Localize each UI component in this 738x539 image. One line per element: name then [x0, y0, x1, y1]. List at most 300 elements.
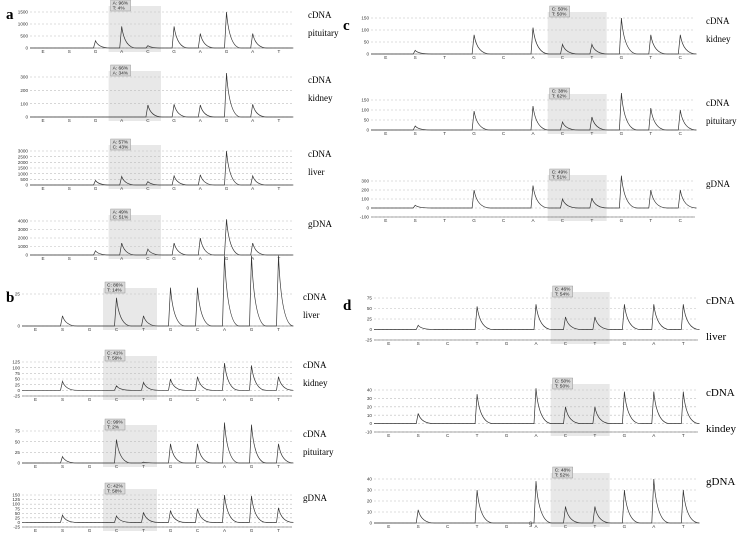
pyrogram-c2: [361, 88, 737, 136]
base-label: E: [41, 118, 45, 123]
y-tick-label: 20: [366, 404, 372, 410]
y-tick-label: 0: [369, 327, 372, 333]
base-label: G: [224, 49, 229, 54]
allele-percentage: T: 2%: [107, 425, 119, 431]
base-label: E: [387, 341, 391, 346]
base-label: C: [195, 327, 200, 332]
chart-rows: [12, 0, 737, 533]
base-label: C: [114, 464, 119, 469]
y-tick-label: 100: [361, 27, 369, 33]
base-label: A: [531, 55, 535, 60]
base-label: G: [619, 55, 624, 60]
base-label: A: [198, 49, 202, 54]
sample-label: gDNA: [308, 219, 332, 229]
base-label: E: [387, 433, 391, 438]
y-tick-label: 1000: [17, 21, 28, 27]
allele-percentage: A: 57%: [112, 140, 129, 146]
base-label: G: [619, 131, 624, 136]
y-tick-label: 4000: [17, 218, 28, 224]
tissue-label: kindey: [706, 423, 736, 435]
y-tick-label: 25: [14, 449, 20, 455]
base-label: E: [33, 327, 38, 332]
allele-percentage: T: 52%: [554, 473, 570, 479]
base-label: G: [622, 524, 627, 529]
trace-line: [22, 423, 293, 464]
base-label: S: [67, 118, 71, 123]
base-label: S: [67, 49, 71, 54]
y-tick-label: 0: [369, 421, 372, 427]
y-tick-label: 0: [366, 205, 369, 211]
y-tick-label: -10: [365, 429, 372, 435]
base-label: E: [33, 528, 38, 533]
pyrogram-d2: [365, 378, 736, 438]
base-label: G: [622, 341, 627, 346]
allele-percentage: A: 34%: [112, 71, 129, 77]
base-label: T: [277, 397, 280, 402]
allele-percentage: T: 59%: [107, 356, 122, 362]
y-tick-label: 50: [366, 306, 372, 312]
base-label: T: [475, 341, 479, 346]
base-label: G: [172, 186, 176, 191]
variant-region: [551, 292, 610, 344]
y-tick-label: 10: [366, 412, 372, 418]
y-tick-label: 500: [20, 33, 28, 39]
base-label: G: [87, 397, 92, 402]
variant-region: [109, 145, 161, 189]
base-label: S: [416, 524, 420, 529]
y-tick-label: 50: [14, 376, 20, 382]
sample-label: gDNA: [706, 179, 730, 189]
base-label: S: [413, 55, 417, 60]
panel-label-a: a: [6, 7, 14, 23]
sample-label: cDNA: [706, 387, 735, 399]
pyrogram-b1: [15, 256, 327, 332]
pyrogram-a3: [18, 139, 332, 191]
base-label: C: [146, 118, 150, 123]
allele-percentage: T: 58%: [107, 489, 122, 495]
base-label: A: [198, 256, 202, 261]
base-label: E: [41, 186, 45, 191]
allele-percentage: A: 96%: [112, 1, 129, 7]
base-label: G: [472, 55, 476, 60]
y-tick-label: 100: [361, 196, 369, 202]
base-label: A: [251, 256, 255, 261]
y-tick-label: 1500: [17, 9, 28, 15]
y-tick-label: 0: [17, 323, 20, 329]
base-label: T: [277, 186, 281, 191]
base-label: G: [249, 397, 254, 402]
sample-label: cDNA: [706, 98, 730, 108]
base-label: C: [445, 341, 450, 346]
y-tick-label: 40: [366, 476, 372, 482]
base-label: C: [563, 341, 568, 346]
base-label: C: [195, 397, 200, 402]
y-tick-label: 2000: [17, 235, 28, 241]
footnote-mark: §: [529, 522, 533, 528]
base-label: C: [445, 524, 450, 529]
y-tick-label: 2500: [17, 154, 28, 160]
trace-line: [374, 304, 700, 329]
base-label: G: [168, 397, 173, 402]
pyrogram-d1: [365, 286, 734, 346]
base-label: S: [67, 186, 71, 191]
base-label: E: [384, 131, 388, 136]
base-label: G: [472, 131, 476, 136]
sample-label: gDNA: [303, 493, 327, 503]
base-label: T: [593, 341, 597, 346]
base-label: G: [249, 327, 254, 332]
trace-line: [374, 388, 700, 423]
sample-label: cDNA: [303, 360, 327, 370]
allele-percentage: T: 51%: [551, 175, 567, 181]
base-label: A: [652, 433, 656, 438]
y-tick-label: 200: [20, 87, 28, 93]
base-label: A: [120, 256, 124, 261]
base-label: S: [413, 131, 417, 136]
sample-label: cDNA: [308, 10, 332, 20]
base-label: T: [277, 256, 281, 261]
y-tick-label: 0: [369, 520, 372, 526]
tissue-label: pituitary: [308, 28, 339, 38]
base-label: T: [443, 218, 447, 223]
base-label: A: [222, 528, 227, 533]
base-label: S: [413, 218, 417, 223]
y-tick-label: -25: [13, 393, 20, 399]
base-label: T: [681, 524, 685, 529]
base-label: A: [222, 327, 227, 332]
y-tick-label: 0: [25, 114, 28, 120]
allele-percentage: C: 86%: [107, 283, 123, 289]
trace-line: [22, 363, 293, 390]
base-label: T: [649, 55, 653, 60]
trace-line: [30, 151, 293, 185]
tissue-label: pituitary: [706, 116, 737, 126]
y-tick-label: 75: [14, 506, 20, 512]
y-tick-label: 1000: [17, 244, 28, 250]
variant-region: [548, 12, 607, 58]
y-tick-label: 300: [361, 178, 369, 184]
base-label: T: [443, 131, 447, 136]
y-tick-label: 200: [361, 187, 369, 193]
sample-label: cDNA: [303, 292, 327, 302]
base-label: E: [41, 49, 45, 54]
y-tick-label: 300: [20, 74, 28, 80]
base-label: G: [87, 327, 92, 332]
y-tick-label: 125: [12, 497, 20, 503]
trace-line: [22, 256, 293, 326]
base-label: T: [142, 327, 145, 332]
y-tick-label: 10: [366, 509, 372, 515]
base-label: T: [142, 528, 145, 533]
panel-label-b: b: [6, 290, 15, 306]
y-tick-label: 100: [361, 107, 369, 113]
y-tick-label: 500: [20, 176, 28, 182]
base-label: T: [443, 55, 447, 60]
base-label: G: [93, 186, 98, 191]
base-label: C: [560, 218, 565, 223]
base-label: C: [678, 131, 682, 136]
base-label: A: [222, 464, 227, 469]
base-label: C: [563, 524, 568, 529]
y-tick-label: 50: [14, 439, 20, 445]
y-tick-label: 0: [17, 460, 20, 466]
allele-percentage: C: 48%: [554, 468, 571, 474]
base-label: T: [475, 433, 479, 438]
y-tick-label: 75: [14, 370, 20, 376]
base-label: T: [277, 118, 281, 123]
base-label: T: [649, 218, 653, 223]
y-tick-label: 150: [361, 15, 369, 21]
y-tick-label: 3000: [17, 148, 28, 154]
tissue-label: liver: [308, 167, 325, 177]
base-label: T: [590, 55, 594, 60]
tissue-label: kidney: [706, 34, 731, 44]
base-label: G: [168, 528, 173, 533]
variant-region: [551, 384, 610, 436]
base-label: G: [224, 256, 229, 261]
base-label: T: [593, 433, 597, 438]
base-label: E: [384, 55, 388, 60]
base-label: C: [195, 528, 200, 533]
base-label: T: [277, 464, 280, 469]
allele-percentage: C: 38%: [551, 89, 568, 95]
base-label: G: [504, 433, 509, 438]
pyrogram-d3: [367, 467, 736, 529]
base-label: C: [563, 433, 568, 438]
pyrogram-b3: [15, 419, 334, 469]
base-label: E: [33, 397, 38, 402]
sample-label: cDNA: [706, 16, 730, 26]
sample-label: cDNA: [706, 295, 735, 307]
base-label: C: [195, 464, 200, 469]
base-label: G: [172, 118, 176, 123]
y-tick-label: 40: [366, 387, 372, 393]
base-label: C: [501, 131, 506, 136]
variant-region: [109, 215, 161, 259]
variant-region: [109, 6, 161, 52]
base-label: A: [251, 118, 255, 123]
base-label: A: [652, 341, 656, 346]
variant-region: [103, 356, 157, 400]
allele-percentage: C: 51%: [112, 215, 129, 221]
base-label: A: [120, 186, 124, 191]
allele-percentage: C: 99%: [107, 420, 123, 426]
base-label: S: [60, 464, 65, 469]
base-label: G: [224, 118, 229, 123]
y-tick-label: 0: [17, 387, 20, 393]
y-tick-label: 100: [20, 101, 28, 107]
allele-percentage: T: 50%: [554, 384, 570, 390]
sample-label: cDNA: [308, 149, 332, 159]
trace-line: [371, 176, 697, 208]
base-label: E: [33, 464, 38, 469]
base-label: G: [87, 464, 92, 469]
base-label: C: [501, 218, 506, 223]
tissue-label: liver: [706, 331, 727, 343]
base-label: G: [472, 218, 476, 223]
trace-line: [30, 12, 293, 48]
y-tick-label: 0: [366, 127, 369, 133]
variant-region: [548, 175, 607, 221]
y-tick-label: 2000: [17, 159, 28, 165]
base-label: C: [146, 49, 150, 54]
pyrogram-c3: [360, 169, 731, 223]
base-label: A: [251, 49, 255, 54]
y-tick-label: 1000: [17, 171, 28, 177]
base-label: G: [87, 528, 92, 533]
base-label: T: [590, 218, 594, 223]
base-label: C: [146, 186, 150, 191]
y-tick-label: 3000: [17, 227, 28, 233]
base-label: C: [678, 218, 682, 223]
base-label: G: [224, 186, 229, 191]
y-tick-label: 125: [12, 359, 20, 365]
base-label: E: [384, 218, 388, 223]
base-label: S: [60, 397, 65, 402]
allele-percentage: A: 49%: [112, 210, 129, 216]
tissue-label: liver: [303, 310, 320, 320]
base-label: G: [619, 218, 624, 223]
y-tick-label: 0: [366, 51, 369, 57]
y-tick-label: 50: [14, 510, 20, 516]
base-label: E: [41, 256, 45, 261]
base-label: C: [501, 55, 506, 60]
allele-percentage: C: 43%: [112, 145, 129, 151]
base-label: A: [222, 397, 227, 402]
base-label: A: [120, 49, 124, 54]
base-label: S: [416, 433, 420, 438]
base-label: G: [504, 341, 509, 346]
trace-line: [371, 93, 697, 130]
y-tick-label: 20: [366, 498, 372, 504]
base-label: A: [120, 118, 124, 123]
tissue-label: kidney: [303, 378, 328, 388]
y-tick-label: 50: [363, 117, 369, 123]
y-tick-label: -25: [365, 337, 372, 343]
base-label: G: [249, 528, 254, 533]
base-label: A: [198, 118, 202, 123]
base-label: E: [387, 524, 391, 529]
base-label: A: [198, 186, 202, 191]
base-label: C: [114, 528, 119, 533]
base-label: T: [590, 131, 594, 136]
base-label: C: [560, 131, 565, 136]
y-tick-label: 0: [25, 45, 28, 51]
y-tick-label: 25: [14, 291, 20, 297]
base-label: G: [249, 464, 254, 469]
trace-line: [30, 219, 293, 255]
y-tick-label: -25: [13, 524, 20, 530]
allele-percentage: T: 14%: [107, 288, 122, 294]
base-label: A: [531, 218, 535, 223]
base-label: G: [172, 49, 176, 54]
base-label: S: [67, 256, 71, 261]
y-tick-label: 75: [14, 428, 20, 434]
y-tick-label: 25: [14, 382, 20, 388]
base-label: A: [534, 341, 538, 346]
base-label: S: [60, 327, 65, 332]
sample-label: gDNA: [706, 476, 736, 488]
pyrogram-a4: [18, 209, 333, 261]
y-tick-label: 1500: [17, 165, 28, 171]
sample-label: cDNA: [303, 429, 327, 439]
pyrogram-b2: [12, 350, 328, 402]
base-label: T: [277, 327, 280, 332]
y-tick-label: 100: [12, 365, 20, 371]
base-label: G: [168, 464, 173, 469]
y-tick-label: 25: [366, 316, 372, 322]
y-tick-label: 0: [25, 182, 28, 188]
base-label: G: [93, 118, 98, 123]
base-label: A: [534, 433, 538, 438]
y-tick-label: 150: [12, 492, 20, 498]
base-label: C: [114, 397, 119, 402]
panel-label-c: c: [343, 18, 350, 34]
base-label: S: [416, 341, 420, 346]
allele-percentage: C: 41%: [107, 351, 123, 357]
allele-percentage: T: 54%: [554, 292, 570, 298]
base-label: G: [172, 256, 176, 261]
base-label: T: [142, 397, 145, 402]
allele-percentage: C: 50%: [554, 379, 571, 385]
base-label: C: [445, 433, 450, 438]
pyrogram-a2: [20, 65, 333, 123]
trace-line: [30, 73, 293, 117]
allele-percentage: C: 50%: [551, 7, 568, 13]
base-label: G: [168, 327, 173, 332]
base-label: T: [681, 341, 685, 346]
panel-label-d: d: [343, 298, 352, 314]
y-tick-label: 75: [366, 295, 372, 301]
variant-region: [109, 71, 161, 121]
base-label: C: [678, 55, 682, 60]
y-tick-label: 0: [17, 520, 20, 526]
base-label: A: [251, 186, 255, 191]
y-tick-label: 30: [366, 487, 372, 493]
tissue-label: pituitary: [303, 447, 334, 457]
base-label: G: [504, 524, 509, 529]
base-label: G: [93, 49, 98, 54]
base-label: T: [649, 131, 653, 136]
allele-percentage: C: 49%: [551, 170, 568, 176]
base-label: C: [560, 55, 565, 60]
allele-percentage: T: 50%: [551, 12, 567, 18]
allele-percentage: A: 66%: [112, 66, 129, 72]
allele-percentage: C: 46%: [554, 287, 571, 293]
base-label: A: [652, 524, 656, 529]
allele-percentage: T: 4%: [112, 6, 125, 12]
pyrogram-a1: [18, 0, 339, 54]
y-tick-label: 100: [12, 501, 20, 507]
base-label: C: [146, 256, 150, 261]
base-label: S: [60, 528, 65, 533]
base-label: T: [277, 49, 281, 54]
y-tick-label: 0: [25, 252, 28, 258]
base-label: T: [277, 528, 280, 533]
base-label: A: [531, 131, 535, 136]
base-label: G: [93, 256, 98, 261]
y-tick-label: 150: [361, 97, 369, 103]
y-tick-label: 30: [366, 396, 372, 401]
y-tick-label: 50: [363, 39, 369, 45]
pyrogram-b4: [12, 483, 327, 533]
allele-percentage: C: 42%: [107, 484, 123, 490]
base-label: T: [681, 433, 685, 438]
allele-percentage: T: 62%: [551, 94, 567, 100]
y-tick-label: 25: [14, 515, 20, 521]
base-label: C: [114, 327, 119, 332]
sample-label: cDNA: [308, 75, 332, 85]
